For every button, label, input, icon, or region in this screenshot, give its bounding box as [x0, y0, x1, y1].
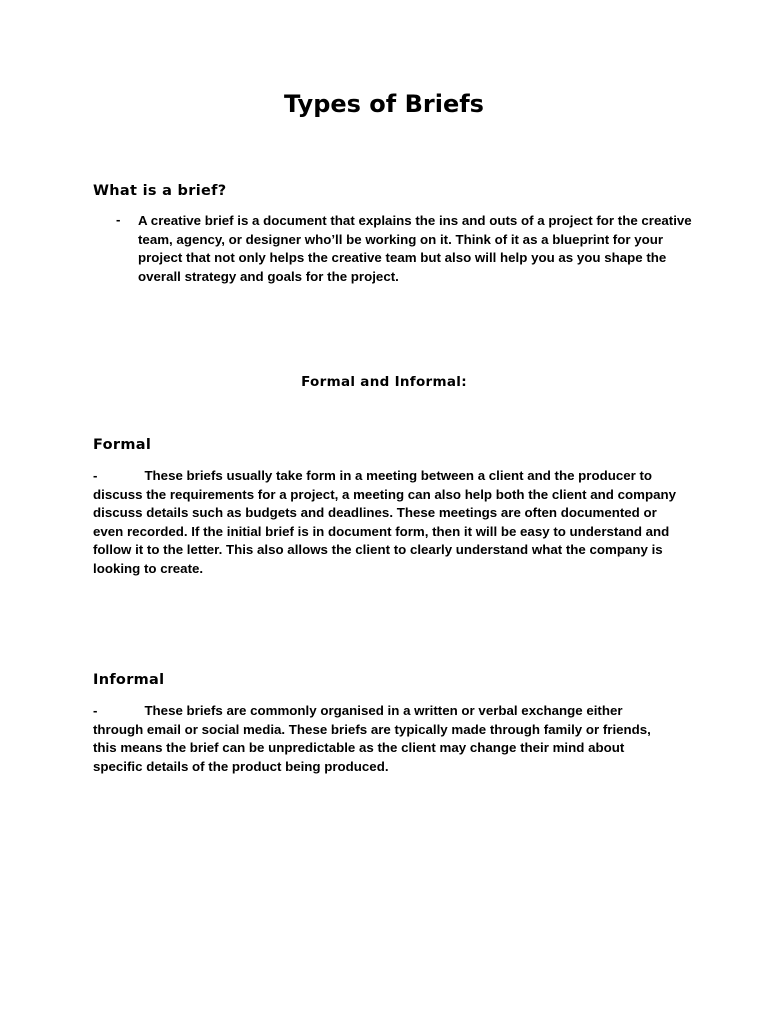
section-heading-formal: Formal [93, 437, 152, 453]
formal-text: These briefs usually take form in a meeting between a client and the producer to discuss the requirements for a project, a meeting can also help both the client and company discuss details such as budgets and deadlines. These meetings are often documented or even recorded. If the initial brief is in document form, then it will be easy to understand and follow it to the letter. This also allows the client to clearly understand what the company is looking to create. [93, 468, 676, 576]
section-heading-formal-informal: Formal and Informal: [301, 374, 467, 390]
informal-text: These briefs are commonly organised in a written or verbal exchange either through email or social media. These briefs are typically made through family or friends, this means the brief can be unpredictable as the client may change their mind about specific details of the product being produced. [93, 703, 651, 774]
bullet-dash: - [93, 468, 98, 483]
formal-paragraph [93, 467, 678, 578]
bullet-dash: - [93, 703, 98, 718]
section-heading-what-is-a-brief: What is a brief? [93, 183, 227, 199]
informal-paragraph [93, 702, 653, 776]
page-title: Types of Briefs [284, 90, 484, 118]
section-heading-informal: Informal [93, 672, 165, 688]
brief-definition-paragraph: A creative brief is a document that explains the ins and outs of a project for the creative team, agency, or designer who’ll be working on it. Think of it as a blueprint for your project that not only helps the creative team but also will help you as you shape the overall strategy and goals for the project. [138, 213, 692, 284]
bullet-dash: - [116, 212, 121, 227]
